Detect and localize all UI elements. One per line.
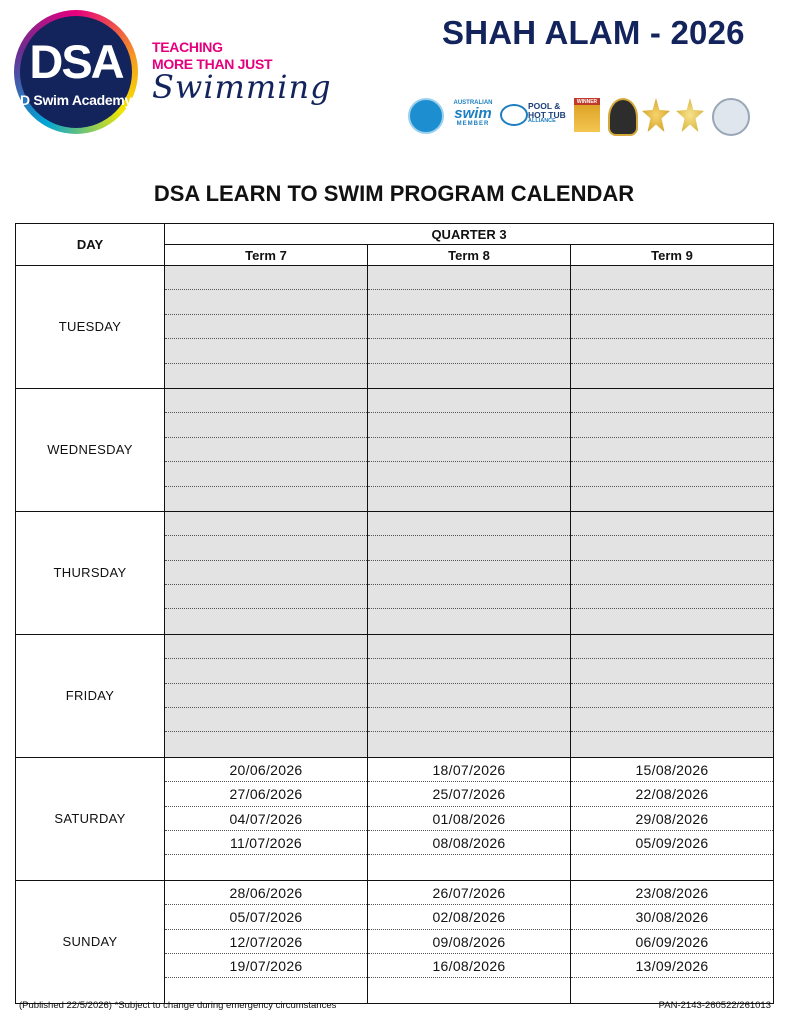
session-date-slot: 25/07/2026: [368, 782, 570, 806]
session-date-slot: [571, 684, 773, 708]
session-date-slot: 22/08/2026: [571, 782, 773, 806]
session-date-slot: [571, 609, 773, 633]
session-date-slot: [571, 585, 773, 609]
session-date-slot: [165, 585, 367, 609]
term-cell: [571, 388, 774, 511]
session-date-slot: [165, 635, 367, 659]
australian-swim-badge: [448, 100, 498, 127]
session-date-slot: [571, 315, 773, 339]
session-date-slot: [368, 609, 570, 633]
session-date-slot: [368, 487, 570, 511]
program-calendar-table: [15, 223, 774, 1004]
session-date-slot: [368, 413, 570, 437]
tagline-script: Swimming: [152, 68, 332, 106]
term-cell: [571, 634, 774, 757]
day-label: THURSDAY: [16, 511, 165, 634]
day-row: [16, 266, 774, 389]
session-date-slot: 15/08/2026: [571, 758, 773, 782]
day-row: [16, 880, 774, 1003]
day-row: [16, 388, 774, 511]
session-date-slot: [165, 732, 367, 756]
session-date-slot: [165, 315, 367, 339]
document-code: PAN-2143-260522/261013: [658, 1000, 771, 1011]
session-date-slot: [368, 732, 570, 756]
swim-badge-line2: swim: [454, 105, 492, 122]
calendar-title: DSA LEARN TO SWIM PROGRAM CALENDAR: [153, 181, 635, 206]
session-date-slot: [368, 635, 570, 659]
session-date-slot: [165, 290, 367, 314]
accreditation-badges: [408, 96, 744, 136]
session-date-slot: [368, 315, 570, 339]
session-date-slot: [165, 609, 367, 633]
session-date-slot: 20/06/2026: [165, 758, 367, 782]
session-date-slot: [368, 389, 570, 413]
day-label: SUNDAY: [16, 880, 165, 1003]
session-date-slot: [165, 413, 367, 437]
term-cell: [368, 634, 571, 757]
session-date-slot: [571, 364, 773, 388]
session-date-slot: 02/08/2026: [368, 905, 570, 929]
session-date-slot: [165, 266, 367, 290]
session-date-slot: [165, 389, 367, 413]
session-date-slot: 06/09/2026: [571, 930, 773, 954]
session-date-slot: [165, 561, 367, 585]
session-date-slot: [165, 462, 367, 486]
day-label: SATURDAY: [16, 757, 165, 880]
session-date-slot: [571, 536, 773, 560]
star-award-badge-icon: [642, 98, 670, 132]
pool-alliance-icon: [500, 104, 528, 126]
session-date-slot: 30/08/2026: [571, 905, 773, 929]
session-date-slot: [368, 266, 570, 290]
silver-medal-badge-icon: [712, 98, 750, 136]
pool-badge-line1: POOL &: [528, 101, 561, 111]
session-date-slot: [165, 364, 367, 388]
quarter-header: QUARTER 3: [165, 224, 774, 245]
term-cell: [368, 880, 571, 1003]
session-date-slot: [368, 339, 570, 363]
term-cell: [368, 511, 571, 634]
tagline-line1: TEACHING: [152, 39, 223, 55]
session-date-slot: [368, 855, 570, 879]
session-date-slot: [368, 438, 570, 462]
session-date-slot: 26/07/2026: [368, 881, 570, 905]
session-date-slot: [571, 561, 773, 585]
pool-badge-line3: ALLIANCE: [528, 118, 556, 124]
term-cell: [165, 880, 368, 1003]
term-cell: [571, 880, 774, 1003]
session-date-slot: [571, 290, 773, 314]
logo-inner: [20, 16, 132, 128]
swim-school-badge-icon: [408, 98, 444, 134]
gold-star-award-badge-icon: [676, 98, 704, 132]
day-row: [16, 634, 774, 757]
session-date-slot: 01/08/2026: [368, 807, 570, 831]
session-date-slot: [368, 512, 570, 536]
session-date-slot: 13/09/2026: [571, 954, 773, 978]
session-date-slot: 09/08/2026: [368, 930, 570, 954]
session-date-slot: [165, 487, 367, 511]
logo-full-name: D Swim Academy: [20, 92, 132, 108]
calendar-body: [16, 266, 774, 1004]
session-date-slot: 12/07/2026: [165, 930, 367, 954]
session-date-slot: [368, 561, 570, 585]
session-date-slot: [368, 364, 570, 388]
session-date-slot: 28/06/2026: [165, 881, 367, 905]
session-date-slot: [571, 438, 773, 462]
term-cell: [571, 511, 774, 634]
term-cell: [165, 757, 368, 880]
day-row: [16, 757, 774, 880]
term-cell: [368, 266, 571, 389]
session-date-slot: [368, 659, 570, 683]
day-column-header: DAY: [16, 224, 165, 266]
term-cell: [571, 266, 774, 389]
session-date-slot: [165, 339, 367, 363]
session-date-slot: [571, 512, 773, 536]
term-header: Term 7: [165, 245, 368, 266]
session-date-slot: [165, 855, 367, 879]
session-date-slot: [571, 266, 773, 290]
term-cell: [165, 511, 368, 634]
city-title: SHAH ALAM - 2026: [442, 14, 745, 51]
session-date-slot: [571, 413, 773, 437]
term-header: Term 9: [571, 245, 774, 266]
session-date-slot: 05/07/2026: [165, 905, 367, 929]
session-date-slot: [571, 487, 773, 511]
session-date-slot: [571, 389, 773, 413]
session-date-slot: [571, 708, 773, 732]
swim-badge-line3: MEMBER: [456, 121, 490, 127]
winner-label: WINNER: [574, 98, 600, 105]
award-shield-badge-icon: [608, 98, 638, 136]
session-date-slot: [571, 462, 773, 486]
session-date-slot: [368, 978, 570, 1002]
session-date-slot: 18/07/2026: [368, 758, 570, 782]
session-date-slot: 08/08/2026: [368, 831, 570, 855]
session-date-slot: 19/07/2026: [165, 954, 367, 978]
session-date-slot: [368, 708, 570, 732]
day-label: FRIDAY: [16, 634, 165, 757]
term-cell: [165, 388, 368, 511]
session-date-slot: [571, 339, 773, 363]
term-header: Term 8: [368, 245, 571, 266]
session-date-slot: [571, 659, 773, 683]
session-date-slot: [368, 536, 570, 560]
winner-award-badge: [574, 98, 600, 132]
day-row: [16, 511, 774, 634]
session-date-slot: 29/08/2026: [571, 807, 773, 831]
session-date-slot: [368, 585, 570, 609]
dsa-logo: [14, 10, 138, 134]
session-date-slot: [368, 290, 570, 314]
session-date-slot: [165, 536, 367, 560]
logo-abbr: DSA: [29, 35, 123, 88]
session-date-slot: [571, 635, 773, 659]
session-date-slot: [571, 732, 773, 756]
day-label: WEDNESDAY: [16, 388, 165, 511]
session-date-slot: [368, 462, 570, 486]
session-date-slot: 27/06/2026: [165, 782, 367, 806]
publish-note: (Published 22/5/2026) *Subject to change during emergency circumstances: [19, 1000, 337, 1011]
term-cell: [165, 266, 368, 389]
session-date-slot: [368, 684, 570, 708]
pool-badge-line2: HOT TUB: [528, 109, 566, 120]
term-cell: [571, 757, 774, 880]
term-cell: [368, 388, 571, 511]
session-date-slot: [165, 708, 367, 732]
session-date-slot: [165, 512, 367, 536]
session-date-slot: [165, 684, 367, 708]
term-cell: [165, 634, 368, 757]
session-date-slot: 16/08/2026: [368, 954, 570, 978]
session-date-slot: 11/07/2026: [165, 831, 367, 855]
term-cell: [368, 757, 571, 880]
session-date-slot: [165, 438, 367, 462]
tagline-line2: MORE THAN JUST: [152, 56, 273, 72]
session-date-slot: [571, 855, 773, 879]
pool-alliance-badge: [528, 102, 566, 125]
session-date-slot: [165, 659, 367, 683]
day-label: TUESDAY: [16, 266, 165, 389]
swim-badge-line1: AUSTRALIAN: [453, 100, 493, 106]
session-date-slot: 05/09/2026: [571, 831, 773, 855]
session-date-slot: 23/08/2026: [571, 881, 773, 905]
session-date-slot: 04/07/2026: [165, 807, 367, 831]
